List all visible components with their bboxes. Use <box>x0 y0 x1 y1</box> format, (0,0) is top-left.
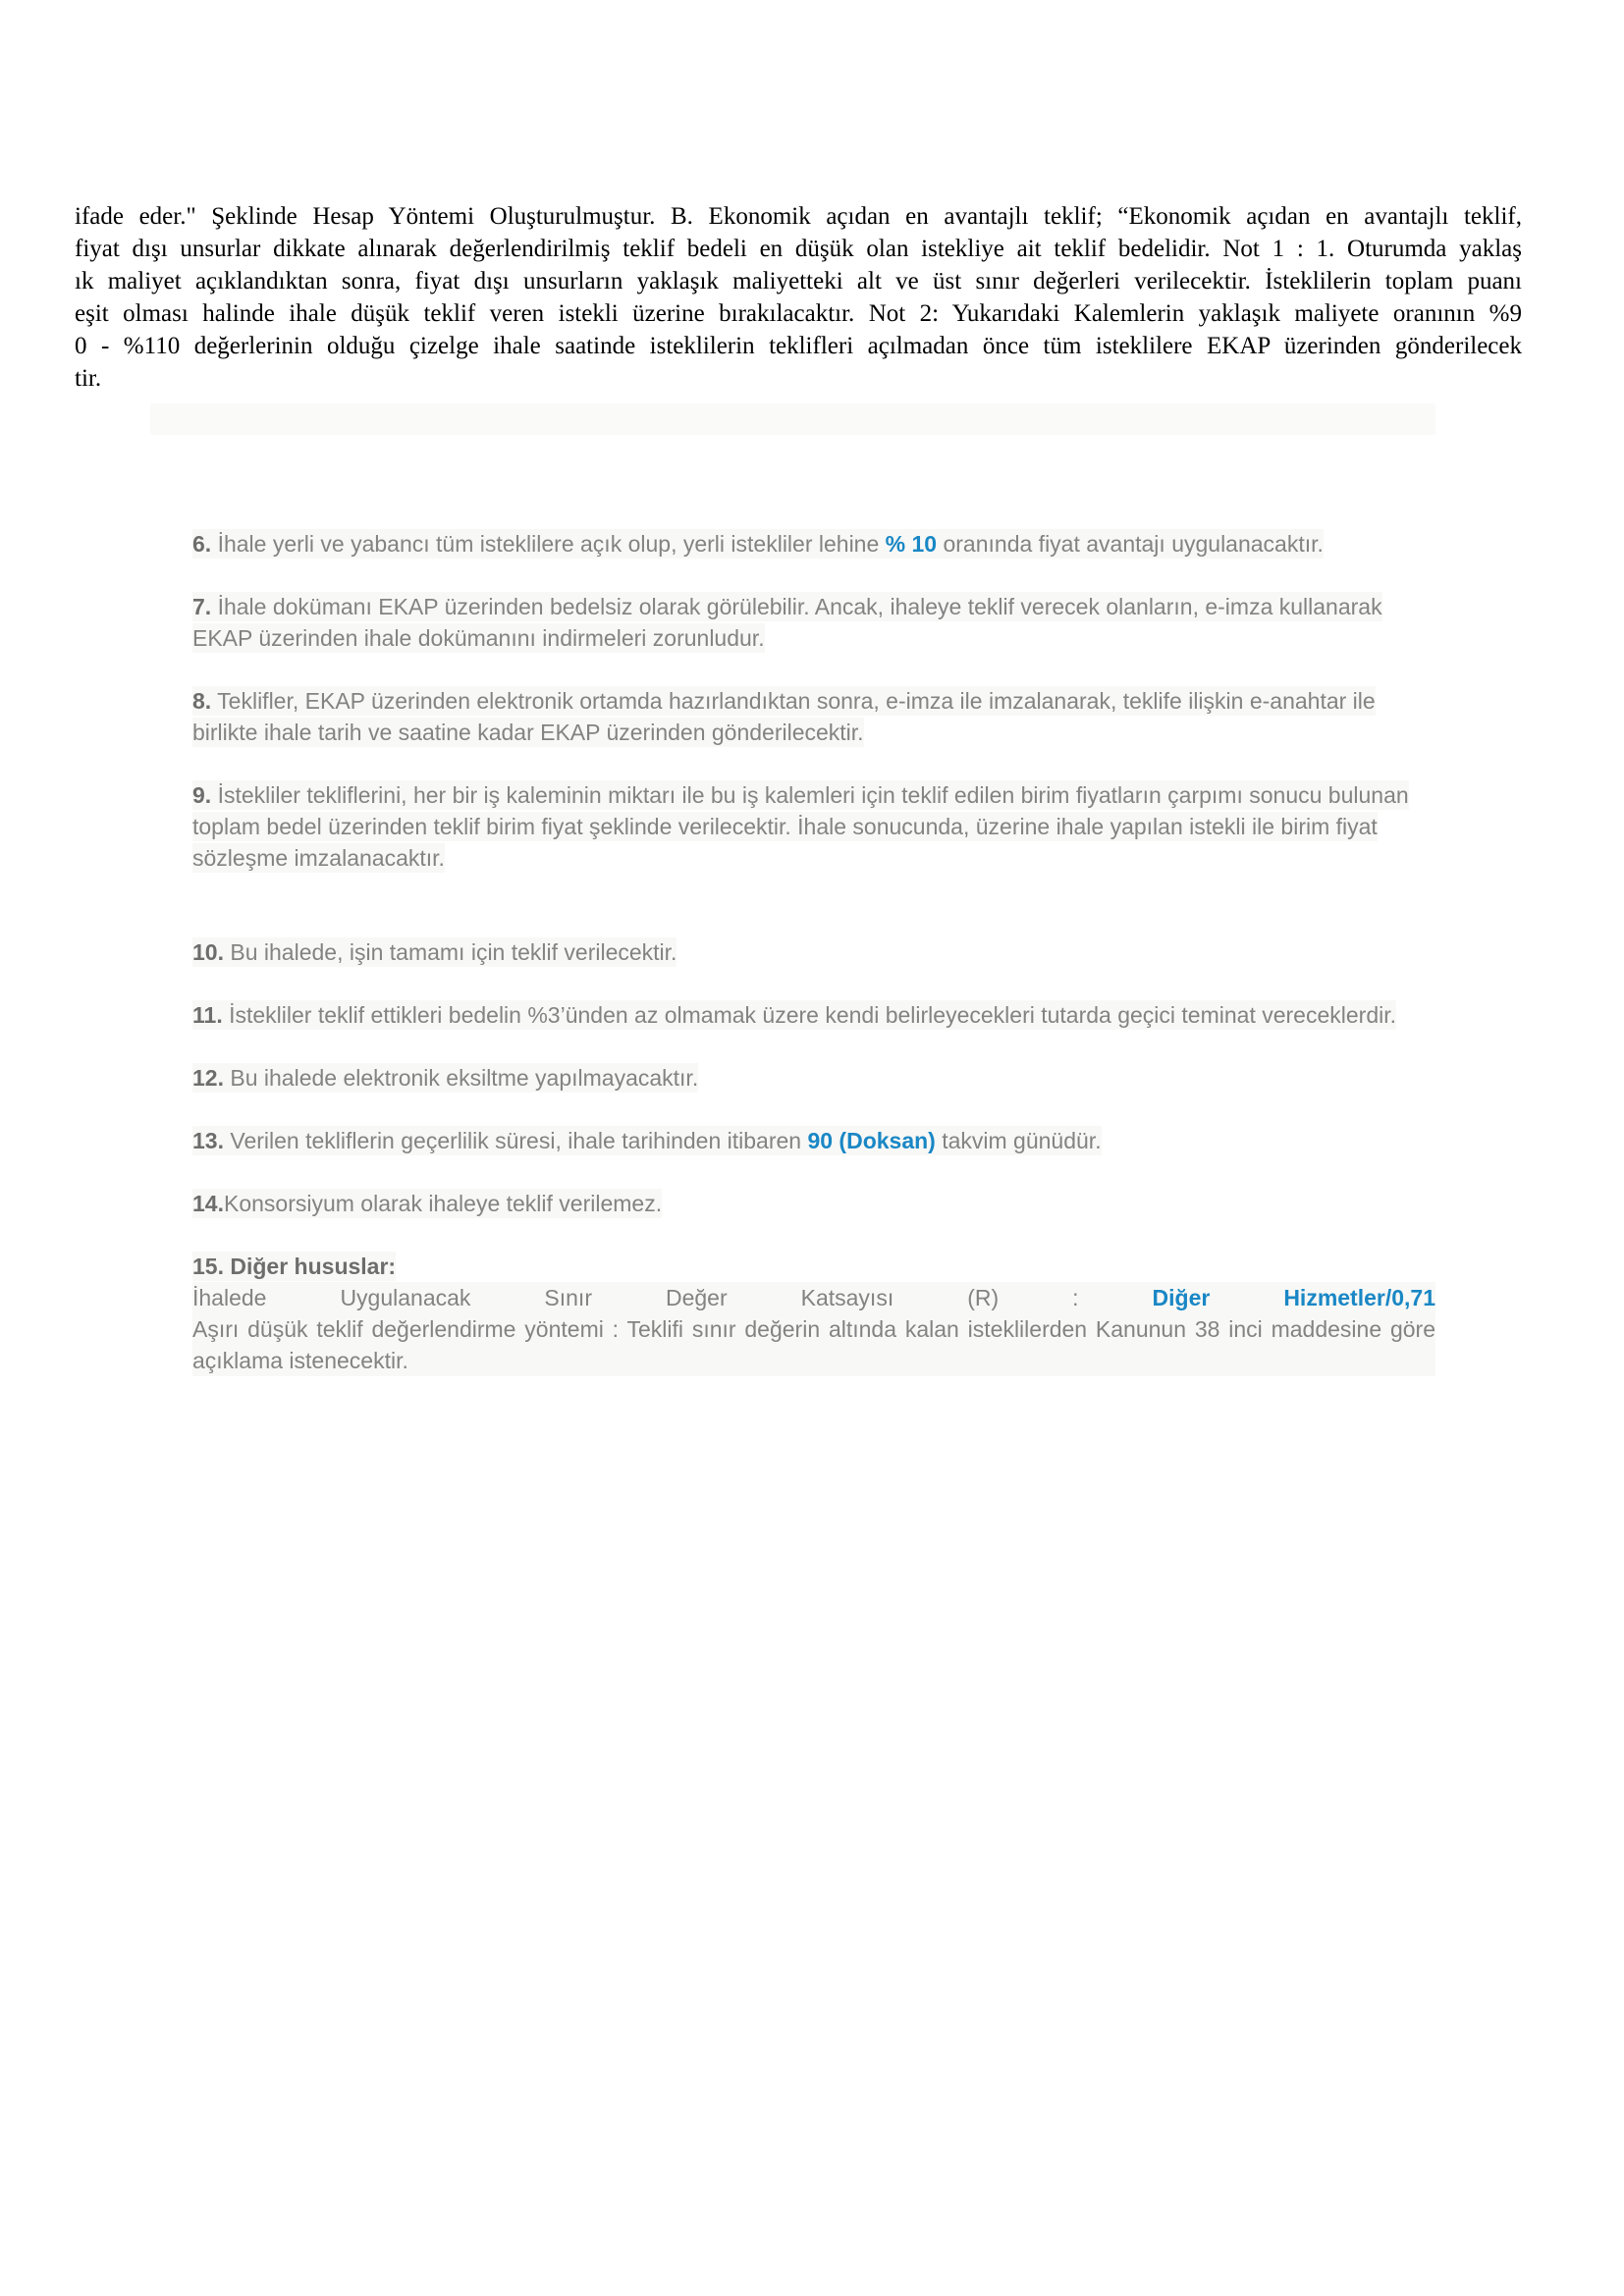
item-number: 9. <box>192 782 212 808</box>
item-text: oranında fiyat avantajı uygulanacaktır. <box>937 531 1324 557</box>
highlight-value: % 10 <box>885 531 938 557</box>
list-item <box>192 685 1435 748</box>
item-text: Verilen tekliflerin geçerlilik süresi, ihale tarihinden itibaren <box>223 1128 808 1153</box>
item-number: 10. <box>192 939 224 965</box>
limit-value-label: İhalede Uygulanacak Sınır Değer Katsayısı (R) : <box>192 1285 1079 1310</box>
list-item <box>192 999 1435 1031</box>
item-number: 13. <box>192 1128 224 1153</box>
header-text: Diğer hususlar: <box>223 1254 397 1279</box>
item-number: 8. <box>192 688 212 714</box>
highlight-value: Diğer Hizmetler/0,71 <box>1152 1285 1436 1310</box>
item-number: 15. <box>192 1254 224 1279</box>
item-text: İhale dokümanı EKAP üzerinden bedelsiz olarak görülebilir. Ancak, ihaleye teklif verecek olanların, e-imza kullanarak EKAP üzerinden ihale dokümanını indirmeleri zorunludur. <box>192 594 1382 651</box>
list-item <box>192 528 1435 560</box>
intro-line: eşit olması halinde ihale düşük teklif veren istekli üzerine bırakılacaktır. Not 2: Yukarıdaki Kalemlerin yaklaşık maliyete oranının %9 <box>75 300 1522 327</box>
highlight-value: 90 (Doksan) <box>807 1128 936 1153</box>
item-text: İstekliler teklif ettikleri bedelin %3’ünden az olmamak üzere kendi belirleyecekleri tutarda geçici teminat vereceklerdir. <box>222 1002 1396 1028</box>
item-text: Bu ihalede elektronik eksiltme yapılmayacaktır. <box>223 1065 699 1091</box>
list-item <box>192 936 1435 968</box>
item-number: 14. <box>192 1191 224 1216</box>
item-text: Bu ihalede, işin tamamı için teklif verilecektir. <box>223 939 677 965</box>
low-offer-line <box>192 1313 1435 1376</box>
item-number: 6. <box>192 531 212 557</box>
limit-value-line <box>192 1282 1435 1313</box>
item-text: takvim günüdür. <box>935 1128 1102 1153</box>
low-offer-text: Aşırı düşük teklif değerlendirme yöntemi : Teklifi sınır değerin altında kalan isteklilerden Kanunun 38 inci maddesine göre açıklama istenecektir. <box>192 1316 1435 1373</box>
list-item <box>192 1188 1435 1219</box>
list-item <box>192 591 1435 654</box>
separator-bar <box>150 403 1435 435</box>
list-item <box>192 1125 1435 1156</box>
intro-line: ık maliyet açıklandıktan sonra, fiyat dışı unsurların yaklaşık maliyetteki alt ve üst sınır değerleri verilecektir. İsteklilerin toplam puanı <box>75 268 1522 294</box>
intro-paragraph <box>75 200 1522 395</box>
intro-line: fiyat dışı unsurlar dikkate alınarak değerlendirilmiş teklif bedeli en düşük olan istekliye ait teklif bedelidir. Not 1 : 1. Oturumda yaklaş <box>75 236 1522 262</box>
intro-line: 0 - %110 değerlerinin olduğu çizelge ihale saatinde isteklilerin teklifleri açılmadan önce tüm isteklilere EKAP üzerinden gönderilecek <box>75 333 1522 359</box>
intro-line: ifade eder." Şeklinde Hesap Yöntemi Oluşturulmuştur. B. Ekonomik açıdan en avantajlı teklif; “Ekonomik açıdan en avantajlı teklif, <box>75 203 1522 230</box>
item-number: 7. <box>192 594 212 619</box>
intro-line: tir. <box>75 365 102 392</box>
item-text: Konsorsiyum olarak ihaleye teklif verilemez. <box>223 1191 663 1216</box>
item-number: 12. <box>192 1065 224 1091</box>
item-text: İhale yerli ve yabancı tüm isteklilere açık olup, yerli istekliler lehine <box>211 531 886 557</box>
list-item <box>192 779 1435 874</box>
item-number: 11. <box>192 1002 223 1028</box>
tender-items-list <box>192 528 1435 1376</box>
list-item <box>192 1062 1435 1094</box>
item-text: Teklifler, EKAP üzerinden elektronik ortamda hazırlandıktan sonra, e-imza ile imzalanarak, teklife ilişkin e-anahtar ile birlikte ihale tarih ve saatine kadar EKAP üzerinden gönderilecektir. <box>192 688 1376 745</box>
other-provisions-header <box>192 1251 1435 1282</box>
item-text: İstekliler tekliflerini, her bir iş kaleminin miktarı ile bu iş kalemleri için teklif edilen birim fiyatların çarpımı sonucu bulunan toplam bedel üzerinden teklif birim fiyat şeklinde verilecektir. İhale sonucunda, üzerine ihale yapılan istekli ile birim fiyat sözleşme imzalanacaktır. <box>192 782 1409 871</box>
